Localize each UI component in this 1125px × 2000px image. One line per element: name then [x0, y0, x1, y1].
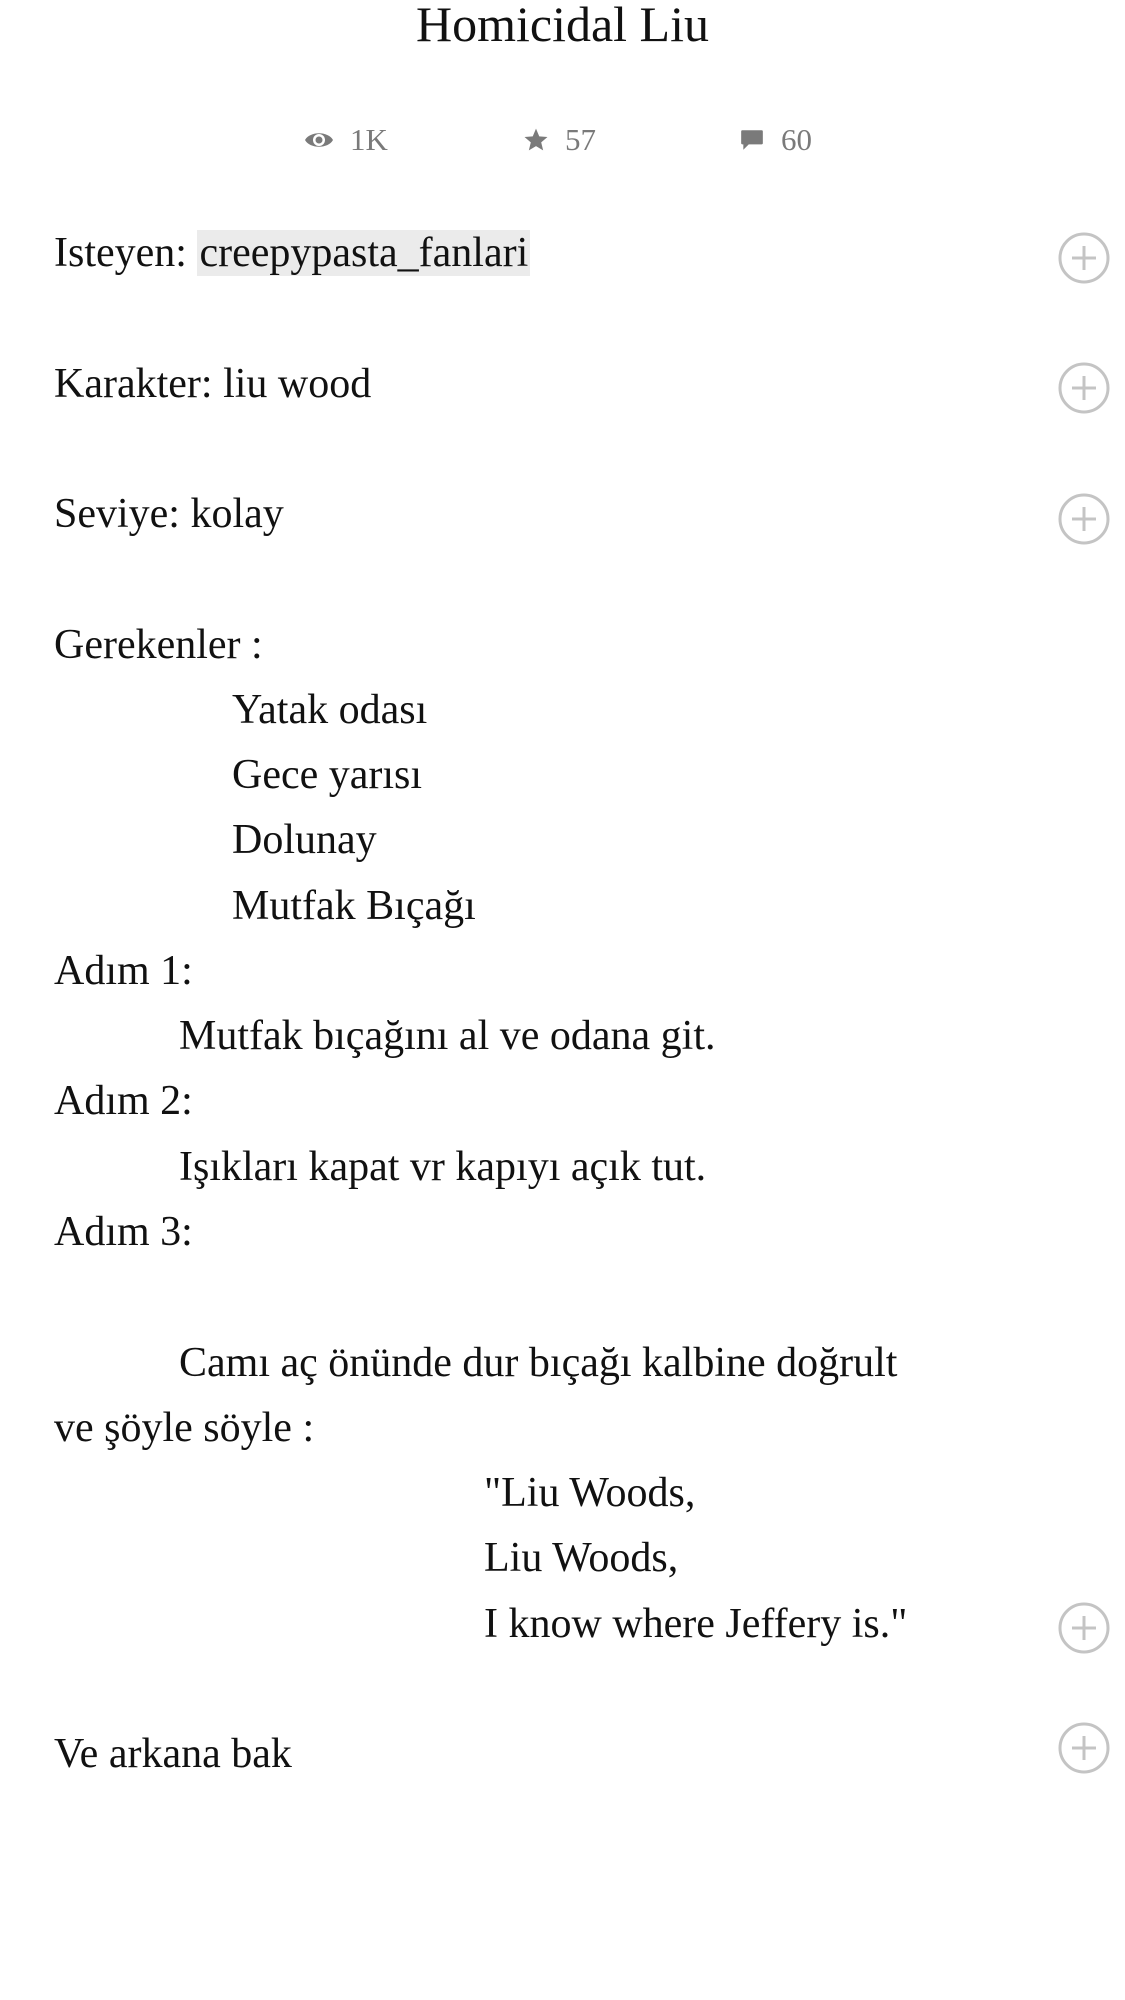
- requirement-item: Mutfak Bıçağı: [232, 883, 476, 929]
- step2-label: Adım 2:: [54, 1078, 193, 1124]
- requirement-item: Yatak odası: [232, 687, 428, 733]
- inline-comment-button[interactable]: [1058, 493, 1110, 545]
- star-icon: [523, 127, 549, 153]
- requester-mention[interactable]: creepypasta_fanlari: [199, 230, 529, 276]
- quote-line: Liu Woods,: [484, 1535, 679, 1581]
- story-title: Homicidal Liu: [416, 0, 709, 52]
- quote-line: "Liu Woods,: [484, 1470, 696, 1516]
- quote-line: I know where Jeffery is.": [484, 1601, 908, 1647]
- ending-line: Ve arkana bak: [54, 1731, 292, 1777]
- inline-comment-button[interactable]: [1058, 232, 1110, 284]
- requester-line: [54, 225, 530, 281]
- story-stats: [0, 122, 1125, 162]
- comments-stat: [739, 122, 812, 158]
- step1-label: Adım 1:: [54, 948, 193, 994]
- step3-text-line2: ve şöyle söyle :: [54, 1405, 315, 1451]
- requirement-item: Dolunay: [232, 817, 377, 863]
- step2-text: Işıkları kapat vr kapıyı açık tut.: [179, 1144, 707, 1190]
- comment-icon: [739, 127, 765, 153]
- inline-comment-button[interactable]: [1058, 1722, 1110, 1774]
- step3-label: Adım 3:: [54, 1209, 193, 1255]
- votes-count: 57: [565, 122, 596, 157]
- votes-stat: [523, 122, 596, 158]
- level-line: Seviye: kolay: [54, 491, 284, 537]
- inline-comment-button[interactable]: [1058, 1602, 1110, 1654]
- inline-comment-button[interactable]: [1058, 362, 1110, 414]
- requester-label: Isteyen:: [54, 230, 198, 276]
- requirements-label: Gerekenler :: [54, 622, 263, 668]
- eye-icon: [304, 129, 334, 151]
- comments-count: 60: [781, 122, 812, 157]
- step3-text-line1: Camı aç önünde dur bıçağı kalbine doğrult: [179, 1340, 898, 1386]
- views-count: 1K: [350, 122, 388, 157]
- views-stat: [304, 122, 388, 158]
- step1-text: Mutfak bıçağını al ve odana git.: [179, 1013, 716, 1059]
- requirement-item: Gece yarısı: [232, 752, 423, 798]
- character-line: Karakter: liu wood: [54, 361, 372, 407]
